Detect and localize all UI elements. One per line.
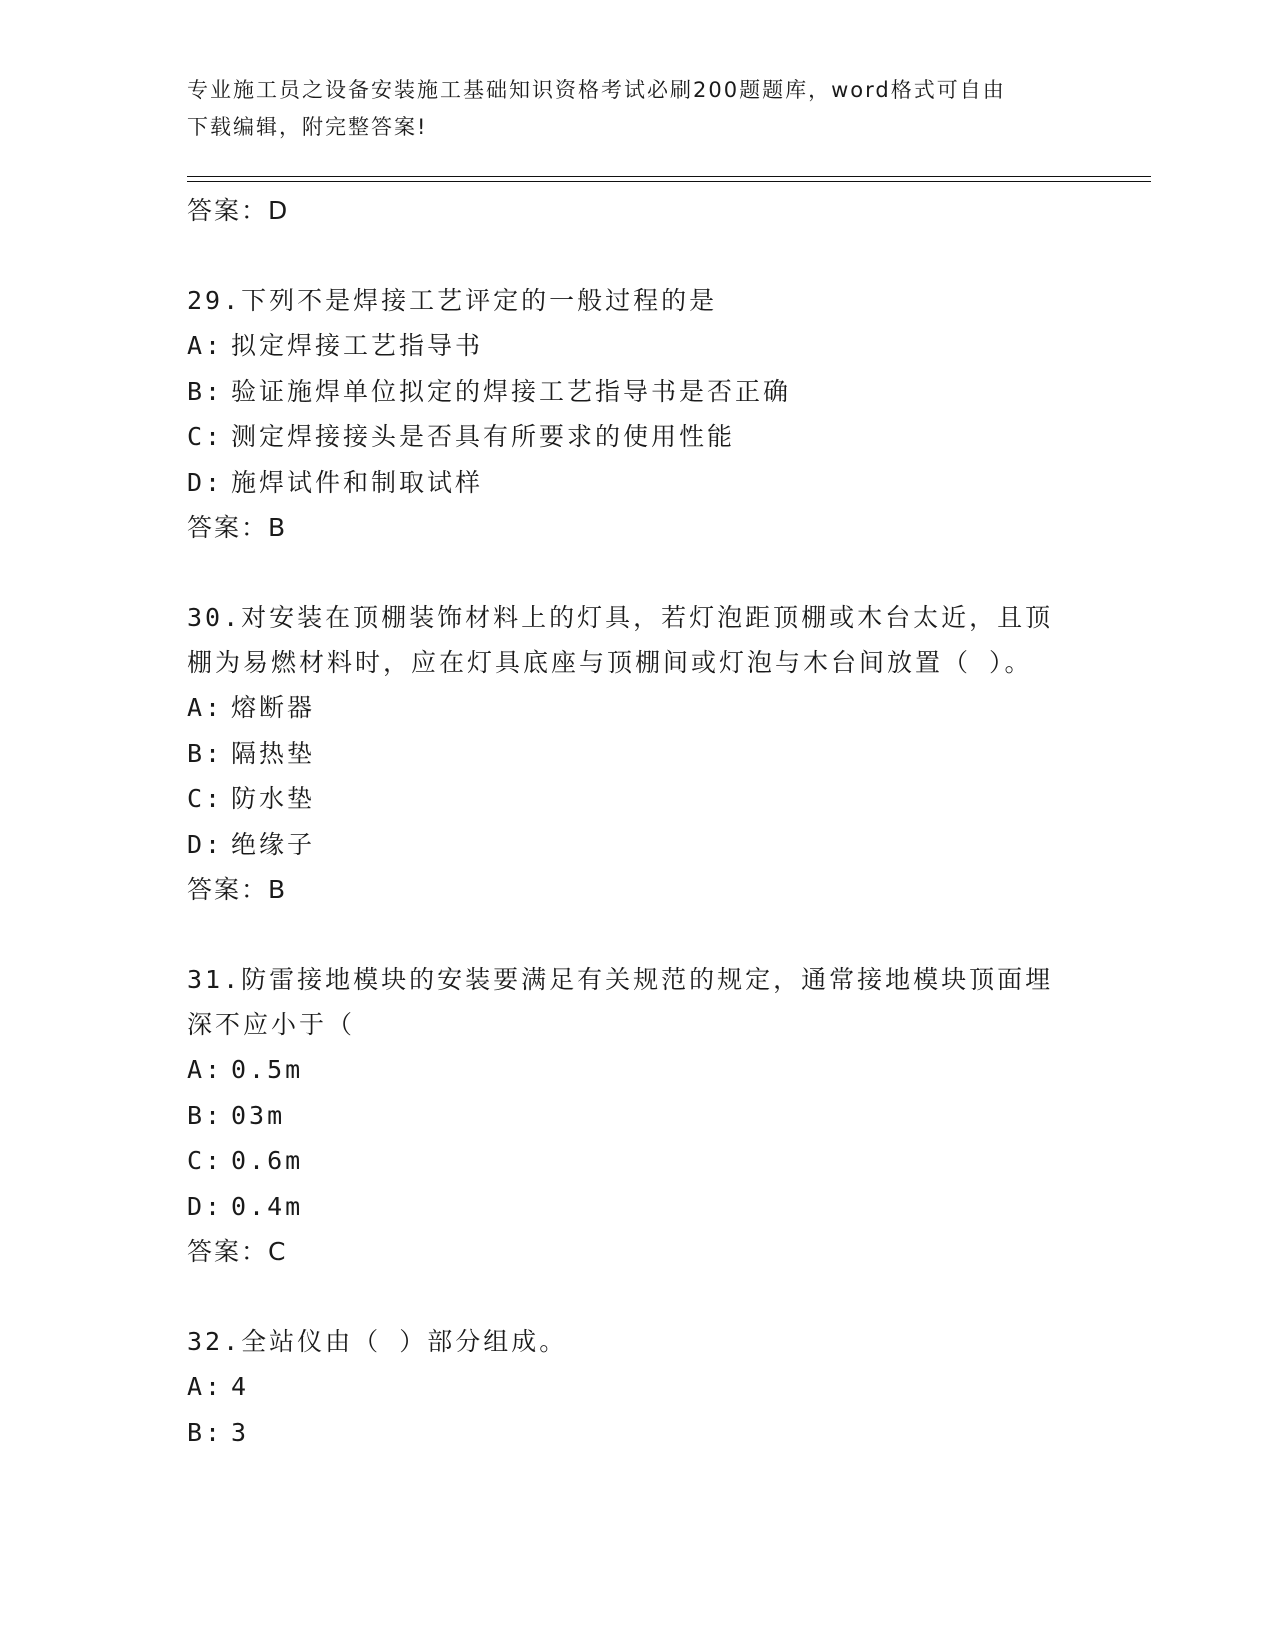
option-a bbox=[187, 1364, 1087, 1410]
spacer bbox=[187, 551, 1087, 595]
option-b bbox=[187, 369, 1087, 415]
option-key: C: bbox=[187, 422, 224, 451]
option-text: 3 bbox=[231, 1417, 250, 1447]
option-key: C: bbox=[187, 1146, 224, 1175]
question-title: 32.全站仪由（ ）部分组成。 bbox=[187, 1327, 568, 1356]
option-key: A: bbox=[187, 331, 224, 360]
option-key: B: bbox=[187, 738, 224, 768]
answer-line: 答案：B bbox=[187, 875, 288, 904]
option-a bbox=[187, 323, 1087, 369]
option-c bbox=[187, 1138, 1087, 1184]
document-header bbox=[187, 72, 1067, 146]
question-title-continued: 棚为易燃材料时，应在灯具底座与顶棚间或灯泡与木台间放置（ ）。 bbox=[187, 648, 1033, 677]
question-31 bbox=[187, 957, 1087, 1275]
option-text: 防水垫 bbox=[231, 784, 316, 813]
option-text: 拟定焊接工艺指导书 bbox=[231, 331, 484, 360]
option-d bbox=[187, 1184, 1087, 1230]
header-intro-line-1: 专业施工员之设备安装施工基础知识资格考试必刷200题题库，word格式可自由 bbox=[187, 78, 1006, 102]
option-key: B: bbox=[187, 376, 224, 406]
answer-line: 答案：B bbox=[187, 513, 288, 542]
option-b bbox=[187, 731, 1087, 777]
option-key: A: bbox=[187, 693, 224, 722]
option-text: 0.6m bbox=[231, 1146, 304, 1175]
option-key: D: bbox=[187, 1191, 224, 1221]
option-key: B: bbox=[187, 1100, 224, 1130]
option-c bbox=[187, 414, 1087, 460]
option-c bbox=[187, 776, 1087, 822]
option-text: 验证施焊单位拟定的焊接工艺指导书是否正确 bbox=[231, 376, 792, 406]
question-title-continued: 深不应小于（ bbox=[187, 1010, 356, 1039]
option-key: D: bbox=[187, 467, 224, 497]
option-key: B: bbox=[187, 1417, 224, 1447]
question-32 bbox=[187, 1319, 1087, 1455]
option-b bbox=[187, 1093, 1087, 1139]
option-text: 4 bbox=[231, 1372, 250, 1401]
option-d bbox=[187, 460, 1087, 506]
question-title: 30.对安装在顶棚装饰材料上的灯具，若灯泡距顶棚或木台太近，且顶 bbox=[187, 603, 1054, 632]
question-title: 29.下列不是焊接工艺评定的一般过程的是 bbox=[187, 286, 718, 315]
option-key: D: bbox=[187, 829, 224, 859]
option-key: A: bbox=[187, 1372, 224, 1401]
option-text: 0.4m bbox=[231, 1191, 304, 1221]
header-divider-bottom bbox=[187, 181, 1151, 182]
question-title: 31.防雷接地模块的安装要满足有关规范的规定，通常接地模块顶面埋 bbox=[187, 965, 1054, 994]
question-29 bbox=[187, 278, 1087, 551]
option-key: C: bbox=[187, 784, 224, 813]
option-d bbox=[187, 822, 1087, 868]
question-30 bbox=[187, 595, 1087, 913]
option-text: 绝缘子 bbox=[231, 829, 316, 859]
spacer bbox=[187, 234, 1087, 278]
option-text: 测定焊接接头是否具有所要求的使用性能 bbox=[231, 422, 736, 451]
header-divider-top bbox=[187, 176, 1151, 177]
answer-line: 答案：D bbox=[187, 196, 290, 225]
answer-line: 答案：C bbox=[187, 1237, 288, 1266]
option-text: 熔断器 bbox=[231, 693, 316, 722]
header-intro-line-2: 下载编辑，附完整答案! bbox=[187, 115, 428, 139]
option-key: A: bbox=[187, 1055, 224, 1084]
option-text: 03m bbox=[231, 1100, 286, 1130]
option-a bbox=[187, 685, 1087, 731]
option-text: 0.5m bbox=[231, 1055, 304, 1084]
spacer bbox=[187, 1275, 1087, 1319]
option-b bbox=[187, 1410, 1087, 1456]
spacer bbox=[187, 913, 1087, 957]
option-text: 隔热垫 bbox=[231, 738, 316, 768]
option-text: 施焊试件和制取试样 bbox=[231, 467, 484, 497]
question-list bbox=[187, 188, 1087, 1455]
option-a bbox=[187, 1047, 1087, 1093]
